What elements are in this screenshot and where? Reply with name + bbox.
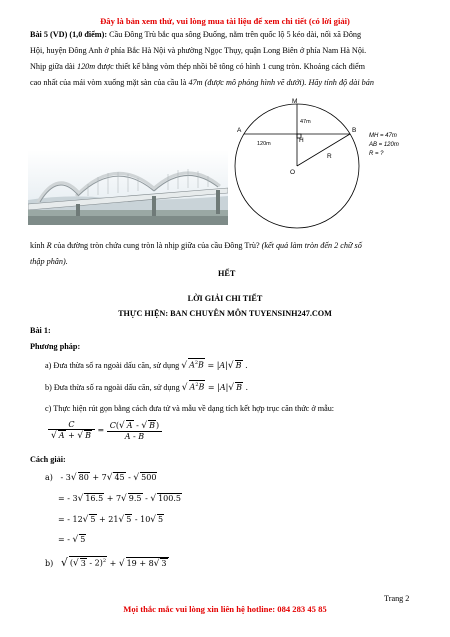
solution-a-step-2: = - 3√ 16.5 + 7√ 9.5 - √ 100.5 bbox=[58, 494, 181, 504]
formula-b: √ $A^2B = |A|√$ B . bbox=[181, 382, 249, 393]
solution-a-step-1: a) - 3√ 80 + 7√ 45 - √ 500 bbox=[45, 473, 157, 483]
label-120m: 120m bbox=[257, 141, 271, 147]
method-b: b) Đưa thừa số ra ngoài dấu căn, sử dụng √ $A^2B = |A|√$ B . bbox=[45, 382, 249, 393]
method-a: a) Đưa thừa số ra ngoài dấu căn, sử dụng √ $A^2B = |A|√$ B . bbox=[45, 360, 248, 371]
solution-subtitle: THỰC HIỆN: BAN CHUYÊN MÔN TUYENSINH247.COM bbox=[118, 309, 332, 318]
solution-a-step-4: = - √ 5 bbox=[58, 535, 86, 545]
given-ab: AB = 120m bbox=[369, 142, 399, 148]
geometry-diagram bbox=[232, 96, 432, 231]
point-a-label: A bbox=[237, 127, 242, 134]
point-o-label: O bbox=[290, 169, 296, 176]
bridge-illustration bbox=[28, 150, 228, 225]
given-mh: MH = 47m bbox=[369, 133, 397, 139]
formula-a: √ $A^2B = |A|√$ B . bbox=[181, 360, 248, 371]
label-r: R bbox=[327, 153, 332, 160]
formula-c: $\frac{C}{√ A + √ B}$ = $\frac{C(√ A - √ B)}{A - B}$ bbox=[48, 420, 162, 441]
page-number: Trang 2 bbox=[384, 594, 410, 603]
bai-1-label: Bài 1: bbox=[30, 326, 51, 335]
problem-5-label: Bài 5 (VD) (1,0 điểm): bbox=[30, 30, 108, 39]
solution-label: Cách giải: bbox=[30, 455, 66, 464]
point-m-label: M bbox=[292, 98, 298, 105]
problem-5-line-2: Hội, huyện Đông Anh ở phía Bắc Hà Nội và phường Ngọc Thụy, quận Long Biên ở phía Nam Hà Nội. bbox=[30, 46, 367, 55]
problem-5-line-6: thập phân). bbox=[30, 257, 68, 266]
end-marker: HẾT bbox=[218, 269, 236, 278]
solution-title: LỜI GIẢI CHI TIẾT bbox=[187, 294, 263, 303]
label-47m: 47m bbox=[300, 119, 311, 125]
header-banner: Đây là bản xem thử, vui lòng mua tài liệu để xem chi tiết (có lời giải) bbox=[100, 16, 350, 26]
footer-banner: Mọi thắc mắc vui lòng xin liên hệ hotline: 084 283 45 85 bbox=[123, 604, 327, 614]
given-r: R = ? bbox=[369, 151, 384, 157]
method-label: Phương pháp: bbox=[30, 342, 81, 351]
point-b-label: B bbox=[352, 127, 357, 134]
problem-5-line-3: Nhịp giữa dài 120m được thiết kế bằng vòm thép nhồi bê tông có hình 1 cung tròn. Khoảng cách điểm bbox=[30, 62, 365, 71]
solution-a-step-3: = - 12√ 5 + 21√ 5 - 10√ 5 bbox=[58, 515, 164, 525]
problem-5-line-5: kính R của đường tròn chứa cung tròn là nhịp giữa của cầu Đông Trù? (kết quả làm tròn đến 2 chữ số bbox=[30, 241, 362, 250]
radius-ob bbox=[297, 134, 350, 166]
problem-5-line-4: cao nhất của mái vòm xuống mặt sàn của cầu là 47m (được mô phỏng hình vẽ dưới). Hãy tính độ dài bán bbox=[30, 78, 374, 87]
problem-5-line-1: Bài 5 (VD) (1,0 điểm): Cầu Đông Trù bắc qua sông Đuống, nằm trên quốc lộ 5 kéo dài, nối xã Đông bbox=[30, 30, 362, 39]
method-c: c) Thực hiện rút gọn bằng cách đưa tử và mẫu về dạng tích kết hợp trục căn thức ở mẫu: bbox=[45, 404, 335, 413]
solution-b-step-1: b) √ (√ 3 - 2)$^2$ + √ 19 + 8√ 3 bbox=[45, 556, 167, 569]
point-h-label: H bbox=[299, 137, 304, 144]
